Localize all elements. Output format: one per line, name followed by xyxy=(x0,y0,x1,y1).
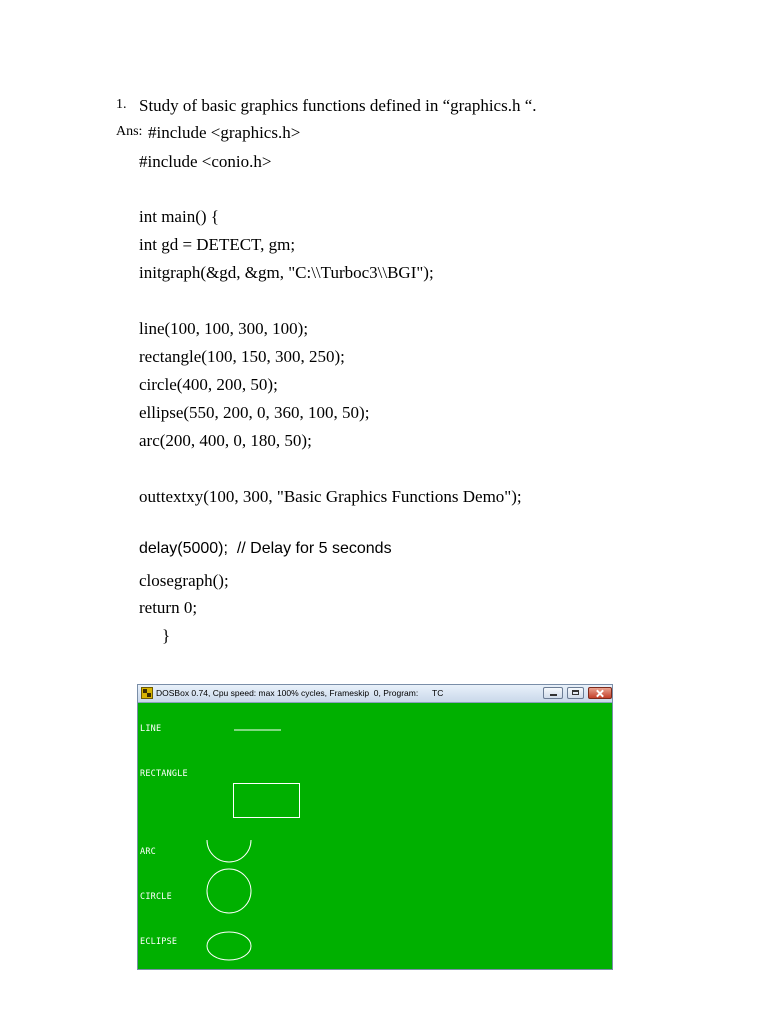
answer-label: Ans: xyxy=(116,124,143,139)
code-line-initgraph: initgraph(&gd, &gm, "C:\\Turboc3\\BGI"); xyxy=(139,263,434,282)
label-line: LINE xyxy=(140,724,162,734)
drawn-circle xyxy=(207,869,251,913)
code-line-closing-brace: } xyxy=(162,626,171,645)
code-line-delay: delay(5000); // Delay for 5 seconds xyxy=(139,540,392,557)
drawn-rectangle xyxy=(234,784,300,818)
code-line-closegraph: closegraph(); xyxy=(139,571,229,590)
code-line-rectangle: rectangle(100, 150, 300, 250); xyxy=(139,347,345,366)
code-line-include-graphics: #include <graphics.h> xyxy=(148,123,301,142)
code-line-outtextxy: outtextxy(100, 300, "Basic Graphics Functions Demo"); xyxy=(139,487,522,506)
code-line-arc: arc(200, 400, 0, 180, 50); xyxy=(139,431,312,450)
dosbox-window xyxy=(137,684,613,970)
label-circle: CIRCLE xyxy=(140,892,172,902)
drawn-arc xyxy=(207,840,251,862)
code-line-gd-gm: int gd = DETECT, gm; xyxy=(139,235,296,254)
dosbox-program-name: TC xyxy=(432,688,444,698)
dosbox-title: DOSBox 0.74, Cpu speed: max 100% cycles, Frameskip 0, Program: xyxy=(156,688,419,698)
drawn-ellipse xyxy=(207,932,251,960)
label-arc: ARC xyxy=(140,847,156,857)
label-rectangle: RECTANGLE xyxy=(140,769,188,779)
question-text: Study of basic graphics functions defined in “graphics.h “. xyxy=(139,96,537,115)
code-line-ellipse: ellipse(550, 200, 0, 360, 100, 50); xyxy=(139,403,370,422)
code-line-main: int main() { xyxy=(139,207,219,226)
code-line-line: line(100, 100, 300, 100); xyxy=(139,319,309,338)
code-line-circle: circle(400, 200, 50); xyxy=(139,375,278,394)
graphics-output xyxy=(138,685,613,970)
code-line-return: return 0; xyxy=(139,598,198,617)
question-number: 1. xyxy=(116,97,127,112)
label-ellipse: ECLIPSE xyxy=(140,937,178,947)
code-line-include-conio: #include <conio.h> xyxy=(139,152,272,171)
